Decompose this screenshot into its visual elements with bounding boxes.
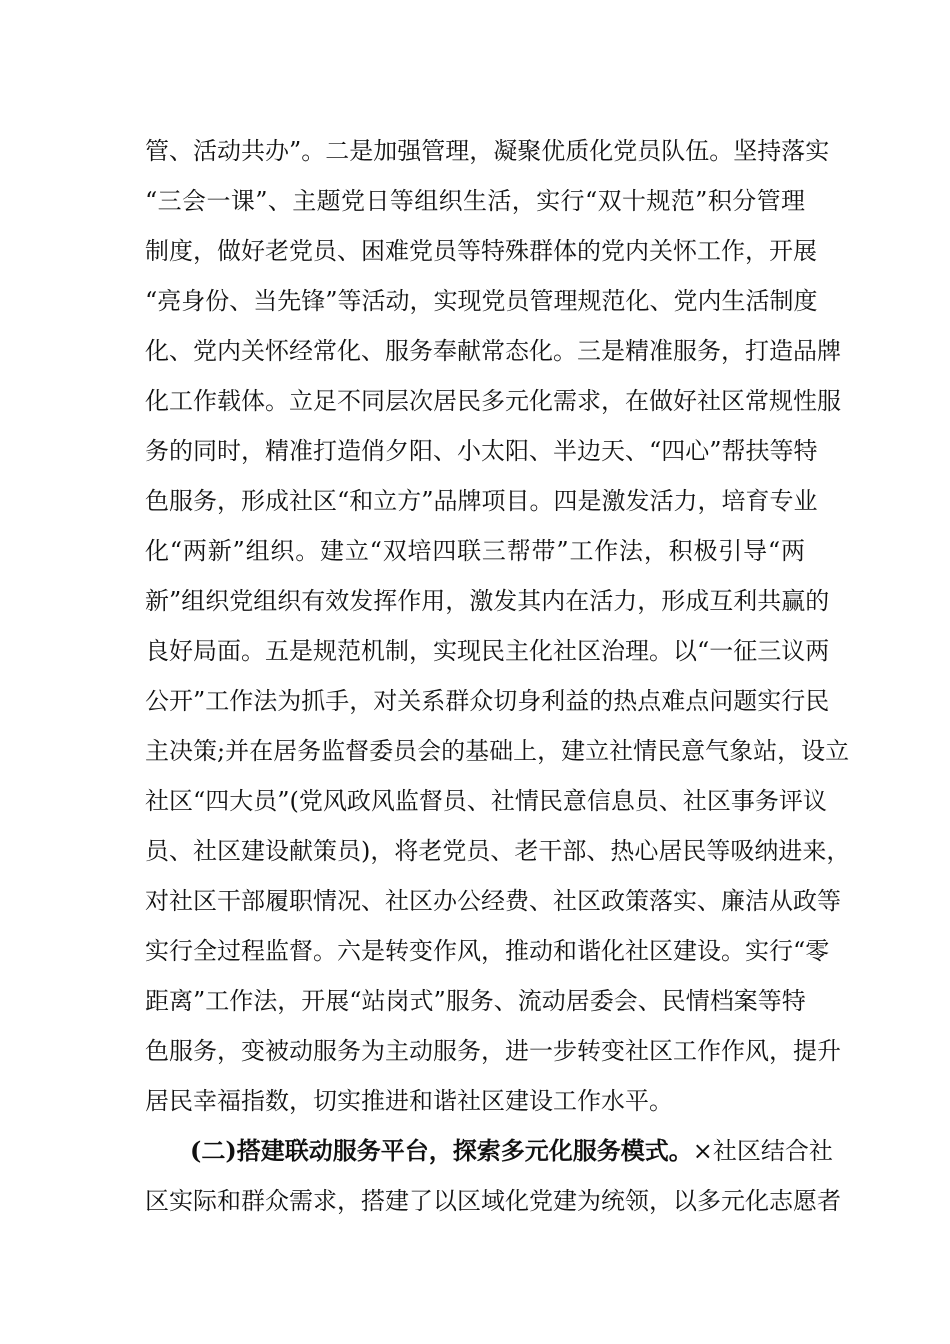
body-line: 居民幸福指数，切实推进和谐社区建设工作水平。 [145, 1087, 673, 1115]
body-line: 化“两新”组织。建立“双培四联三帮带”工作法，积极引导“两 [145, 537, 805, 565]
body-line: “亮身份、当先锋”等活动，实现党员管理规范化、党内生活制度 [145, 287, 818, 315]
section-heading: (二)搭建联动服务平台，探索多元化服务模式。 [190, 1136, 693, 1165]
body-line: 距离”工作法，开展“站岗式”服务、流动居委会、民情档案等特 [145, 987, 806, 1015]
body-line: 化工作载体。立足不同层次居民多元化需求，在做好社区常规性服 [145, 387, 841, 415]
body-line: 对社区干部履职情况、社区办公经费、社区政策落实、廉洁从政等 [145, 887, 841, 915]
body-line: 良好局面。五是规范机制，实现民主化社区治理。以“一征三议两 [145, 637, 830, 665]
body-line: 区实际和群众需求，搭建了以区域化党建为统领，以多元化志愿者 [145, 1187, 841, 1215]
body-line: 管、活动共办”。二是加强管理，凝聚优质化党员队伍。坚持落实 [145, 137, 830, 165]
body-line: 社区“四大员”(党风政风监督员、社情民意信息员、社区事务评议 [145, 787, 827, 815]
body-line: 化、党内关怀经常化、服务奉献常态化。三是精准服务，打造品牌 [145, 337, 841, 365]
section-first-line-text: ×社区结合社 [692, 1137, 833, 1165]
body-line: 色服务，变被动服务为主动服务，进一步转变社区工作作风，提升 [145, 1037, 841, 1065]
body-line: 主决策;并在居务监督委员会的基础上，建立社情民意气象站，设立 [145, 737, 850, 765]
body-line: 务的同时，精准打造俏夕阳、小太阳、半边天、“四心”帮扶等特 [145, 437, 818, 465]
body-line: 实行全过程监督。六是转变作风，推动和谐化社区建设。实行“零 [145, 937, 830, 965]
body-line: 公开”工作法为抓手，对关系群众切身利益的热点难点问题实行民 [145, 687, 830, 715]
body-line: 制度，做好老党员、困难党员等特殊群体的党内关怀工作，开展 [145, 237, 817, 265]
body-line: “三会一课”、主题党日等组织生活，实行“双十规范”积分管理 [145, 187, 805, 215]
body-line: 新”组织党组织有效发挥作用，激发其内在活力，形成互利共赢的 [145, 587, 830, 615]
body-line: 色服务，形成社区“和立方”品牌项目。四是激发活力，培育专业 [145, 487, 818, 515]
body-line: 员、社区建设献策员)，将老党员、老干部、热心居民等吸纳进来， [145, 837, 851, 865]
section-first-line [190, 1136, 833, 1166]
